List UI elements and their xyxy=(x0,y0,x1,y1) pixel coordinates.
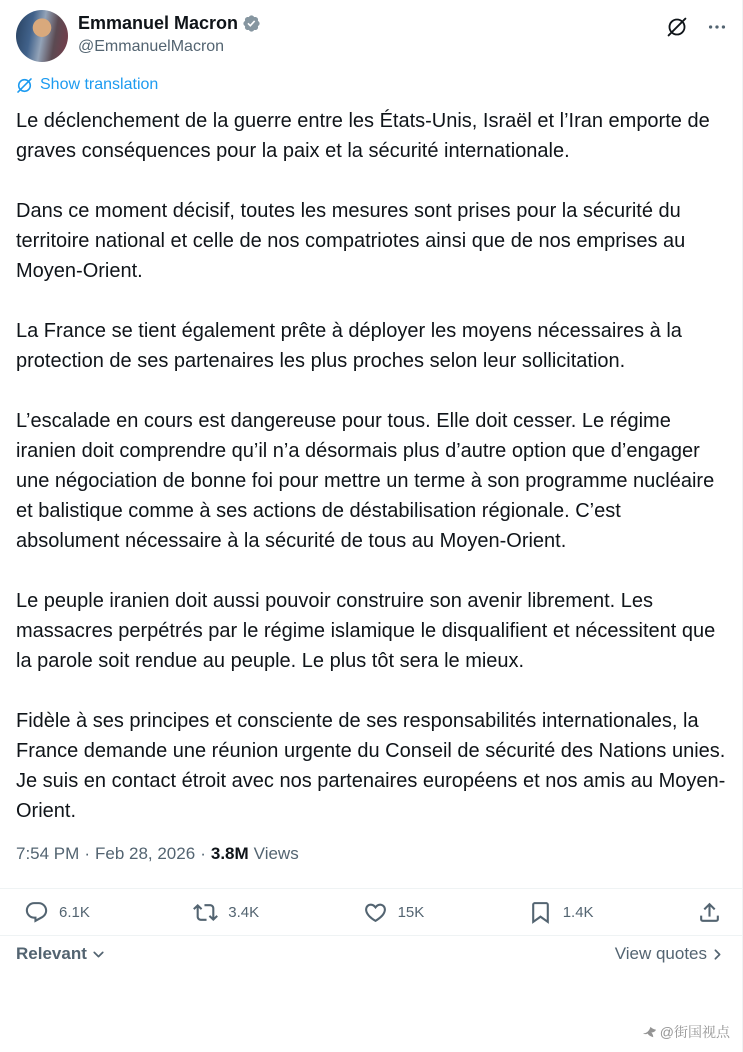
action-bar xyxy=(0,889,742,935)
author-display-name[interactable]: Emmanuel Macron xyxy=(78,13,239,33)
tweet-paragraph: Fidèle à ses principes et consciente de ses responsabilités internationales, la France demande une réunion urgente du Conseil de sécurité des Nations unies. Je suis en contact étroit avec nos partenaires européens et nos amis au Moyen-Orient. xyxy=(16,710,726,822)
tweet-meta xyxy=(16,844,726,864)
view-quotes-link[interactable] xyxy=(615,944,726,964)
view-quotes-label: View quotes xyxy=(614,944,707,963)
reply-icon xyxy=(24,900,49,925)
show-translation-label: Show translation xyxy=(40,76,159,93)
replies-header xyxy=(0,936,742,964)
share-button[interactable] xyxy=(697,900,722,925)
like-button[interactable] xyxy=(363,900,425,925)
watermark-logo-icon xyxy=(642,1025,657,1040)
chevron-down-icon xyxy=(90,946,107,963)
views-count: 3.8M xyxy=(210,844,249,863)
author-identity xyxy=(78,10,666,57)
timestamp-time: 7:54 PM xyxy=(16,844,80,863)
reply-sort-dropdown[interactable] xyxy=(16,944,107,964)
reply-button[interactable] xyxy=(24,900,90,925)
repost-button[interactable] xyxy=(193,900,259,925)
tweet-paragraph: La France se tient également prête à déployer les moyens nécessaires à la protection de ses partenaires les plus proches selon leur sollicitation. xyxy=(16,320,682,372)
more-icon[interactable] xyxy=(706,16,728,38)
show-translation-button[interactable] xyxy=(16,76,158,94)
tweet-paragraph: L’escalade en cours est dangereuse pour tous. Elle doit cesser. Le régime iranien doit comprendre qu’il n’a désormais plus d’autre option que d’engager une négociation de bonne foi pour mettre un terme à son programme nucléaire et balistique comme à ses actions de déstabilisation régionale. C’est absolument nécessaire à la sécurité de tous au Moyen-Orient. xyxy=(16,410,715,552)
tweet-header xyxy=(0,0,742,62)
like-icon xyxy=(363,900,388,925)
chevron-right-icon xyxy=(709,946,726,963)
tweet-paragraph: Le peuple iranien doit aussi pouvoir construire son avenir librement. Les massacres perpétrés par le régime islamique le disqualifient et nécessitent que la parole soit rendue au peuple. Le plus tôt sera le mieux. xyxy=(16,590,716,672)
bookmark-count: 1.4K xyxy=(562,903,594,921)
views-label: Views xyxy=(253,844,299,863)
tweet-paragraph: Le déclenchement de la guerre entre les États-Unis, Israël et l’Iran emporte de graves conséquences pour la paix et la sécurité internationale. xyxy=(16,110,710,162)
timestamp-date: Feb 28, 2026 xyxy=(94,844,196,863)
verified-badge-icon xyxy=(242,14,261,33)
bookmark-button[interactable] xyxy=(528,900,594,925)
grok-icon[interactable] xyxy=(666,16,688,38)
watermark-text: @街国视点 xyxy=(659,1024,730,1040)
bookmark-icon xyxy=(528,900,553,925)
author-handle[interactable]: @EmmanuelMacron xyxy=(78,38,225,55)
avatar[interactable] xyxy=(16,10,68,62)
repost-icon xyxy=(193,900,218,925)
share-icon xyxy=(697,900,722,925)
meta-dot: · xyxy=(84,844,90,863)
like-count: 15K xyxy=(397,903,425,921)
watermark xyxy=(642,1022,730,1042)
meta-dot: · xyxy=(200,844,206,863)
header-actions xyxy=(666,10,728,38)
reply-sort-label: Relevant xyxy=(16,944,87,963)
repost-count: 3.4K xyxy=(228,903,260,921)
tweet-paragraph: Dans ce moment décisif, toutes les mesures sont prises pour la sécurité du territoire national et celle de nos compatriotes ainsi que de nos emprises au Moyen-Orient. xyxy=(16,200,686,282)
grok-translate-icon xyxy=(16,77,33,94)
reply-count: 6.1K xyxy=(59,903,90,921)
tweet-text xyxy=(0,106,742,826)
